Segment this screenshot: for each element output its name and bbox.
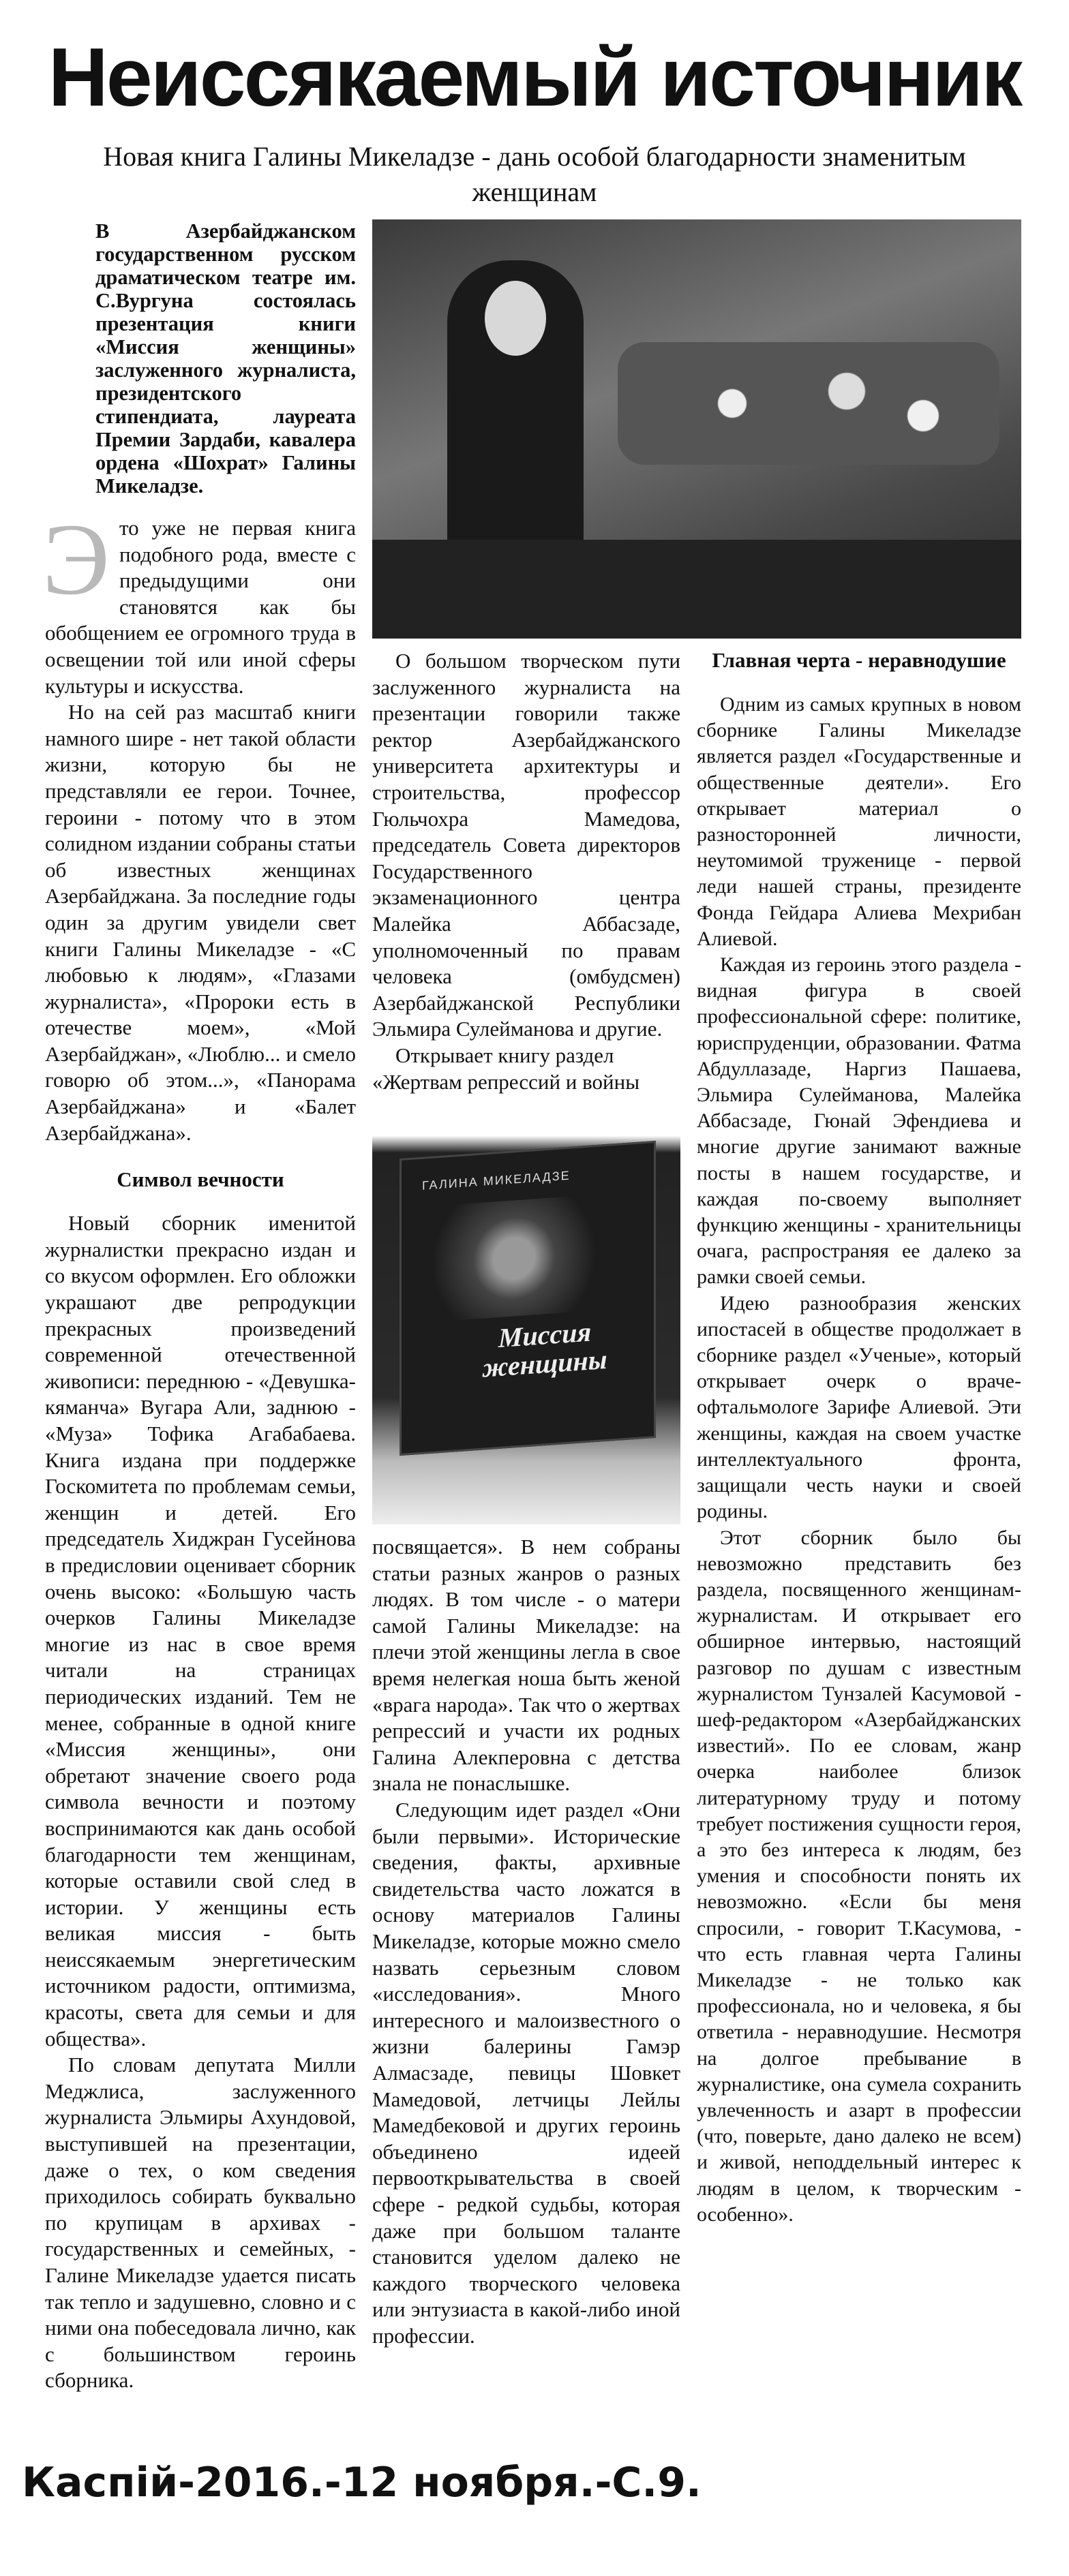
paragraph [42, 503, 356, 699]
right-column [697, 648, 1021, 2228]
left-column [42, 219, 356, 2394]
paragraph: Этот сборник было бы невозможно представить без раздела, посвященного женщинам-журналистам. И открывает его обширное интервью, настоящий разговор по душам с известным журналистом Тунзалей Касумовой - шеф-редактором «Азербайджанских известий». По ее словам, жанр очерка наиболее близок литературному труду и потому требует постижения сущности героя, а это без интереса к людям, без умения и способности понять их невозможно. «Если бы меня спросили, - говорит Т.Касумова, - что есть главная черта Галины Микеладзе - не только как профессионала, но и человека, я бы ответила - неравнодушие. Несмотря на долгое пребывание в журналистике, она сумела сохранить увлеченность и азарт в профессии (что, поверьте, дано далеко не всем) и живой, неподдельный интерес к людям в целом, к творческим - особенно». [697, 1526, 1021, 2226]
middle-column [372, 648, 680, 2350]
paragraph: Идею разнообразия женских ипостасей в обществе продолжает в сборнике раздел «Ученые», который открывает очерк о враче-офтальмологе Зарифе Алиевой. Эти женщины, каждая на своем участке интеллектуального фронта, защищали честь науки и своей родины. [697, 1291, 1021, 1523]
book-author: ГАЛИНА МИКЕЛАДЗЕ [422, 1168, 571, 1193]
cover-painting [429, 1195, 599, 1322]
section-heading-main-trait: Главная черта - неравнодушие [712, 648, 1006, 672]
article-body [42, 219, 1023, 2394]
book-title: Миссия женщины [482, 1316, 607, 1383]
paragraph: Но на сей раз масштаб книги намного шире - нет такой области жизни, которую бы не представляли ее герои. Точнее, героини - потому что в этом солидном издании собраны статьи об известных женщинах Азербайджана. За последние годы один за другим увидели свет книги Галины Микеладзе - «С любовью к людям», «Глазами журналиста», «Пророки есть в отечестве моем», «Мой Азербайджан», «Люблю... и смело говорю об этом...», «Панорама Азербайджана» и «Балет Азербайджана». [45, 700, 356, 1145]
paragraph: Открывает книгу раздел «Жертвам репрессий и войны [372, 1043, 640, 1094]
paragraph: Следующим идет раздел «Они были первыми». Исторические сведения, факты, архивные свидетельства часто ложатся в основу материалов Галины Микеладзе, которые можно смело назвать серьезным словом «исследования». Много интересного и малоизвестного о жизни балерины Гамэр Алмасзаде, певицы Шовкет Мамедовой, летчицы Лейлы Мамедбековой и других героинь объединено идеей первооткрывательства в своей сфере - редкой судьбы, которая даже при большом таланте становится уделом далеко не каждого творческого человека или энтузиаста в какой-либо иной профессии. [372, 1798, 680, 2348]
photo-stage-floor [372, 540, 1021, 639]
presentation-photo [372, 219, 1021, 639]
lead-paragraph: В Азербайджанском государственном русском драматическом театре им. С.Вургуна состоялась презентация книги «Миссия женщины» заслуженного журналиста, президентского стипендиата, лауреата Премии Зардаби, кавалера ордена «Шохрат» Галины Микеладзе. [95, 219, 356, 497]
right-area [372, 219, 1023, 2350]
paragraph: Каждая из героинь этого раздела - видная фигура в своей профессиональной сфере: политике, юриспруденции, образовании. Фатма Абдуллазаде, Наргиз Пашаева, Эльмира Сулейманова, Малейка Аббасзаде, Гюнай Эфендиева и многие другие занимают важные посты в нашем государстве, и каждая по-своему выполняет функцию женщины - хранительницы очага, распространяя ее далеко за рамки своей семьи. [697, 953, 1021, 1289]
book-photo [372, 1102, 680, 1524]
subheadline: Новая книга Галины Микеладзе - дань особой благодарности знаменитым женщинам [103, 141, 966, 207]
source-citation: Каспій-2016.-12 ноября.-С.9. [22, 2458, 702, 2506]
paragraph: О большом творческом пути заслуженного журналиста на презентации говорили также ректор Азербайджанского университета архитектуры и строительства, профессор Гюльчохра Мамедова, председатель Совета директоров Государственного экзаменационного центра Малейка Аббасзаде, уполномоченный по правам человека (омбудсмен) Азербайджанской Республики Эльмира Сулейманова и другие. [372, 649, 680, 1041]
photo-flowers [618, 342, 999, 465]
lower-columns [372, 648, 1023, 2350]
paragraph: Новый сборник именитой журналистки прекрасно издан и со вкусом оформлен. Его обложки украшают две репродукции прекрасных произведений современной отечественной живописи: переднюю - «Девушка-кяманча» Вугара Али, заднюю - «Муза» Тофика Агабабаева. Книга издана при поддержке Госкомитета по проблемам семьи, женщин и детей. Его председатель Хиджран Гусейнова в предисловии оценивает сборник очень высоко: «Большую часть очерков Галины Микеладзе многие из нас в свое время читали на страницах периодических изданий. Тем не менее, собранные в одной книге «Миссия женщины», они обретают значение своего рода символа вечности и поэтому воспринимаются как дань особой благодарности тем женщинам, которые оставили свой след в истории. У женщины есть великая миссия - быть неиссякаемым энергетическим источником радости, оптимизма, красоты, света для семьи и для общества». [45, 1211, 356, 2051]
book-cover [400, 1141, 656, 1456]
paragraph: Одним из самых крупных в новом сборнике Галины Микеладзе является раздел «Государственные и общественные деятели». Его открывает материал о разносторонней личности, неутомимой труженице - первой леди нашей страны, президенте Фонда Гейдара Алиева Мехрибан Алиевой. [697, 693, 1021, 950]
photo-face [485, 281, 546, 356]
paragraph: По словам депутата Милли Меджлиса, заслуженного журналиста Эльмиры Ахундовой, выступившей на презентации, даже о тех, о ком сведения приходилось собирать буквально по крупицам в архивах - государственных и семейных, - Галине Микеладзе удается писать так тепло и задушевно, словно и с ними она побеседовала лично, как с большинством героинь сборника. [45, 2053, 356, 2393]
paragraph-text: то уже не первая книга подобного рода, вместе с предыдущими они становятся как бы обобщением ее огромного труда в освещении той или иной сферы культуры и искусства. [45, 516, 356, 698]
drop-cap: Э [42, 503, 110, 616]
headline: Неиссякаемый источник [48, 31, 1021, 123]
paragraph: посвящается». В нем собраны статьи разных жанров о разных людях. В том числе - о матери самой Галины Микеладзе: на плечи этой женщины легла в свое время нелегкая ноша быть женой «врага народа». Так что о жертвах репрессий и участи их родных Галина Алекперовна с детства знала не понаслышке. [372, 1535, 680, 1796]
section-heading-symbol: Символ вечности [117, 1167, 284, 1192]
